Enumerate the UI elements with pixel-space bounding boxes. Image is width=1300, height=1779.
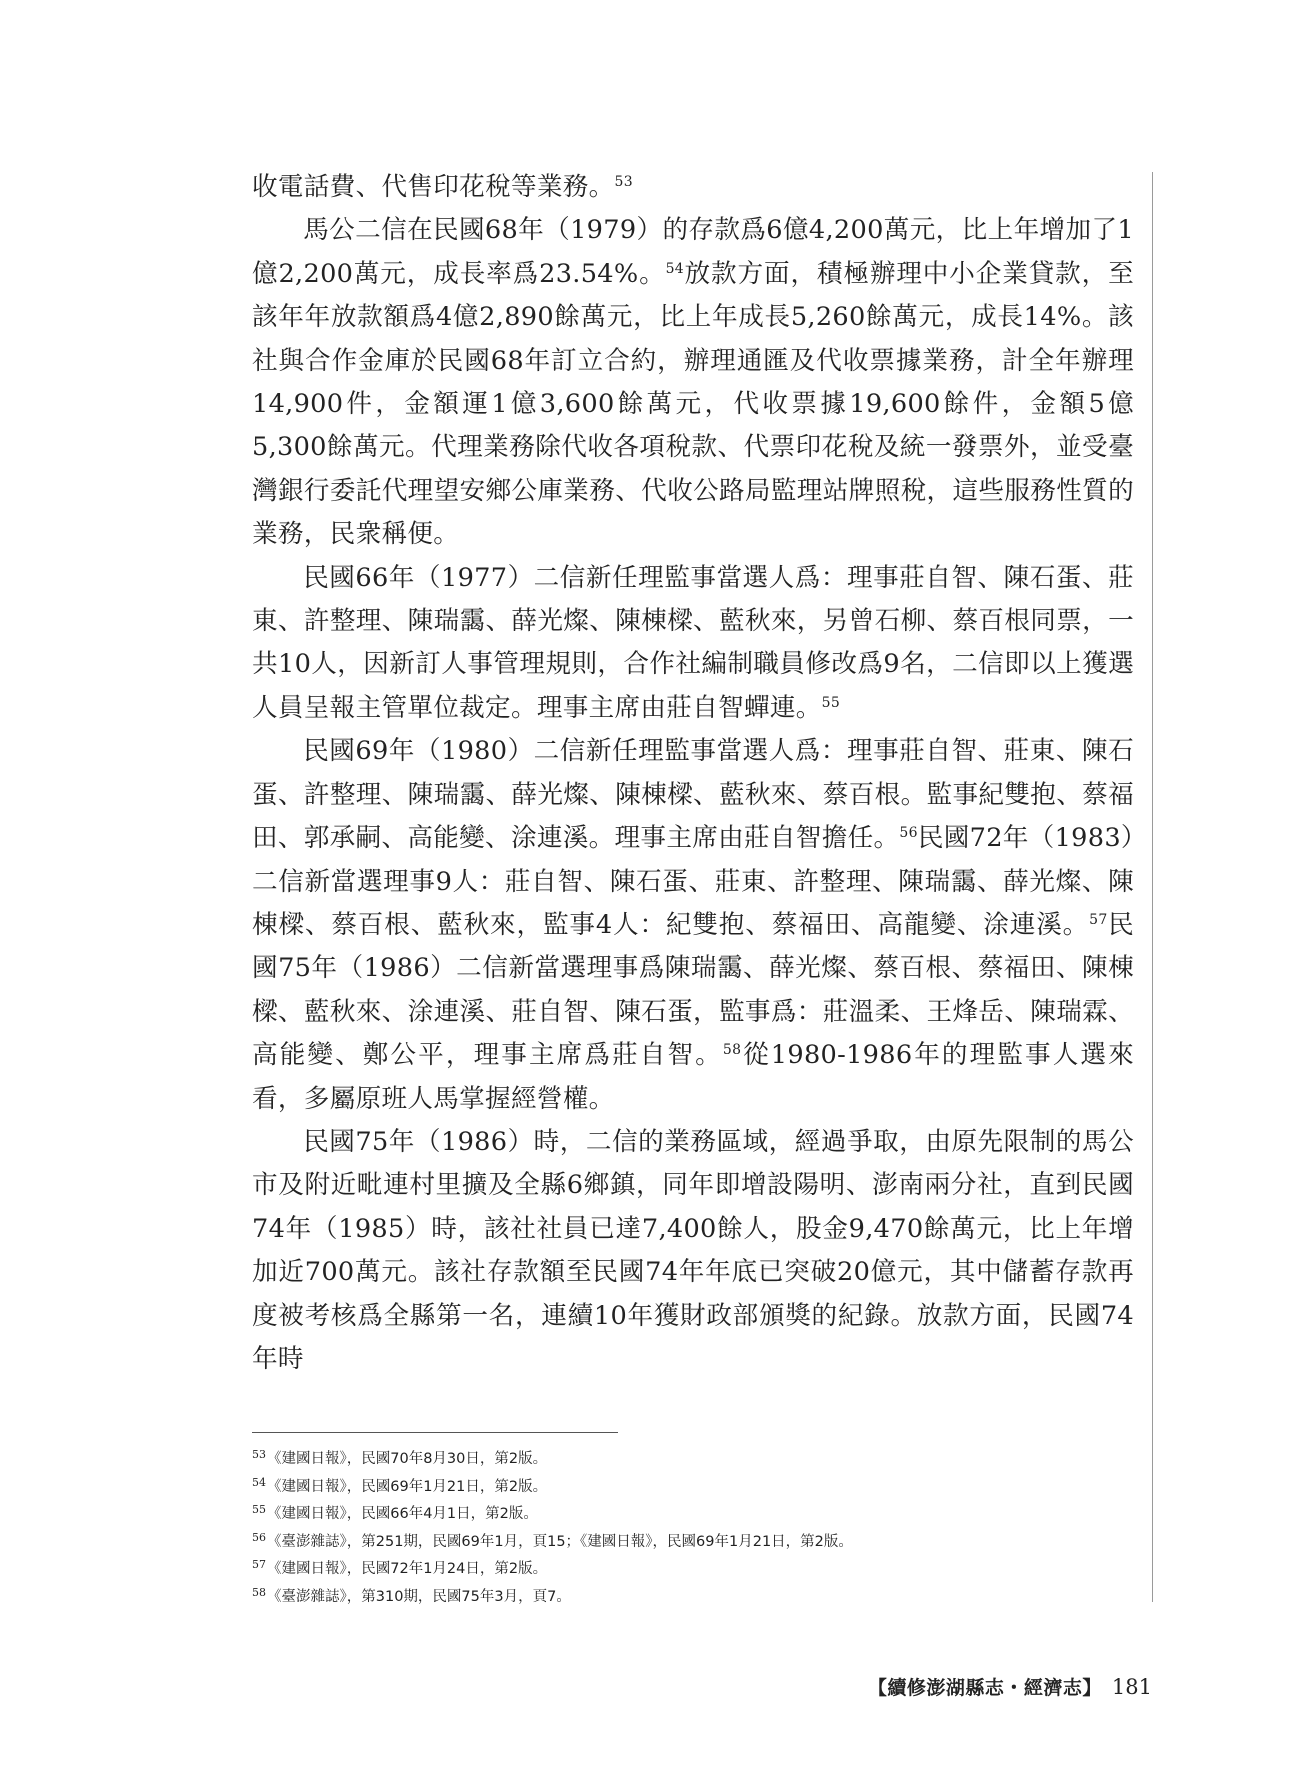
footnote-item [252,1446,1132,1474]
paragraph-text: 放款方面，積極辦理中小企業貸款，至該年年放款額爲4億2,890餘萬元，比上年成長5,260餘萬元，成長14%。該社與合作金庫於民國68年訂立合約，辦理通匯及代收票據業務，計全年辦理14,900件，金額運1億3,600餘萬元，代收票據19,600餘件，金額5億5,300餘萬元。代理業務除代收各項稅款、代票印花稅及統一發票外，並受臺灣銀行委託代理望安鄉公庫業務、代收公路局監理站牌照稅，這些服務性質的業務，民衆稱便。 [252,258,1134,550]
footnote-number: 53 [252,1448,266,1461]
footnote-number: 54 [252,1475,266,1489]
footnote-text: 《建國日報》，民國70年8月30日，第2版。 [267,1451,548,1467]
footnote-ref-55[interactable]: 55 [821,694,841,711]
paragraph-text: 從1980-1986年的理監事人選來看，多屬原班人馬掌握經營權。 [252,1040,1134,1114]
paragraph-text: 民國72年（1983）二信新當選理事9人：莊自智、陳石蛋、莊東、許整理、陳瑞靄、薛光燦、陳棟樑、蔡百根、藍秋來，監事4人：紀雙抱、蔡福田、高龍變、涂連溪。 [252,823,1134,940]
series-title: 【續修澎湖縣志・經濟志】 [867,1677,1102,1699]
footnote-divider [252,1432,618,1433]
footnote-number: 58 [252,1585,266,1599]
paragraph-deposits-1979 [252,209,1134,556]
footnote-text: 《臺澎雜誌》，第251期，民國69年1月，頁15；《建國日報》，民國69年1月21日，第2版。 [267,1533,853,1550]
footnote-ref-57[interactable]: 57 [1089,911,1108,928]
footnote-number: 56 [252,1530,266,1544]
footnotes [252,1446,1132,1612]
footnote-text: 《建國日報》，民國72年1月24日，第2版。 [267,1561,548,1578]
paragraph-text: 民國75年（1986）二信新當選理事爲陳瑞靄、薛光燦、蔡百根、蔡福田、陳棟樑、藍秋來、涂連溪、莊自智、陳石蛋，監事爲：莊溫柔、王烽岳、陳瑞霖、高能變、鄭公平，理事主席爲莊自智。 [252,909,1134,1071]
footnote-ref-56[interactable]: 56 [899,825,918,842]
footnote-ref-58[interactable]: 58 [722,1042,742,1059]
footnote-item [252,1556,1132,1584]
paragraph-text: 民國66年（1977）二信新任理監事當選人爲：理事莊自智、陳石蛋、莊東、許整理、陳瑞靄、薛光燦、陳棟樑、藍秋來，另曾石柳、蔡百根同票，一共10人，因新訂人事管理規則，合作社編制職員修改爲9名，二信即以上獲選人員呈報主管單位裁定。理事主席由莊自智蟬連。 [252,562,1134,723]
paragraph-continuation [252,166,1134,209]
footnote-item [252,1474,1132,1502]
footnote-number: 55 [252,1503,266,1517]
footnote-ref-53[interactable]: 53 [614,174,633,190]
footnote-text: 《建國日報》，民國69年1月21日，第2版。 [267,1478,548,1495]
footnote-item [252,1501,1132,1529]
paragraph-text: 收電話費、代售印花稅等業務。 [252,172,615,202]
paragraph-board-1977 [252,557,1134,731]
footnote-text: 《建國日報》，民國66年4月1日，第2版。 [267,1506,538,1523]
paragraph-board-1980-1986 [252,730,1134,1121]
paragraph-text: 民國75年（1986）時，二信的業務區域，經過爭取，由原先限制的馬公市及附近毗連村里擴及全縣6鄉鎮，同年即增設陽明、澎南兩分社，直到民國74年（1985）時，該社社員已達7,400餘人，股金9,470餘萬元，比上年增加近700萬元。該社存款額至民國74年年底已突破20億元，其中儲蓄存款再度被考核爲全縣第一名，連續10年獲財政部頒獎的紀錄。放款方面，民國74年時 [252,1126,1134,1374]
body-text [252,166,1134,1381]
paragraph-text: 民國69年（1980）二信新任理監事當選人爲：理事莊自智、莊東、陳石蛋、許整理、陳瑞靄、薛光燦、陳棟樑、藍秋來、蔡百根。監事紀雙抱、蔡福田、郭承嗣、高能變、涂連溪。理事主席由莊自智擔任。 [252,736,1134,854]
paragraph-business-area-1986 [252,1121,1134,1381]
page-number: 181 [1111,1675,1152,1699]
footnote-item [252,1529,1132,1557]
footnote-ref-54[interactable]: 54 [665,260,684,277]
footnote-text: 《臺澎雜誌》，第310期，民國75年3月，頁7。 [267,1588,571,1605]
margin-rule [1152,172,1153,1602]
footnote-number: 57 [252,1558,266,1572]
page-footer [0,1673,1152,1700]
footnote-item [252,1584,1132,1612]
paragraph-text: 馬公二信在民國68年（1979）的存款爲6億4,200萬元，比上年增加了1億2,200萬元，成長率爲23.54%。 [252,215,1134,289]
